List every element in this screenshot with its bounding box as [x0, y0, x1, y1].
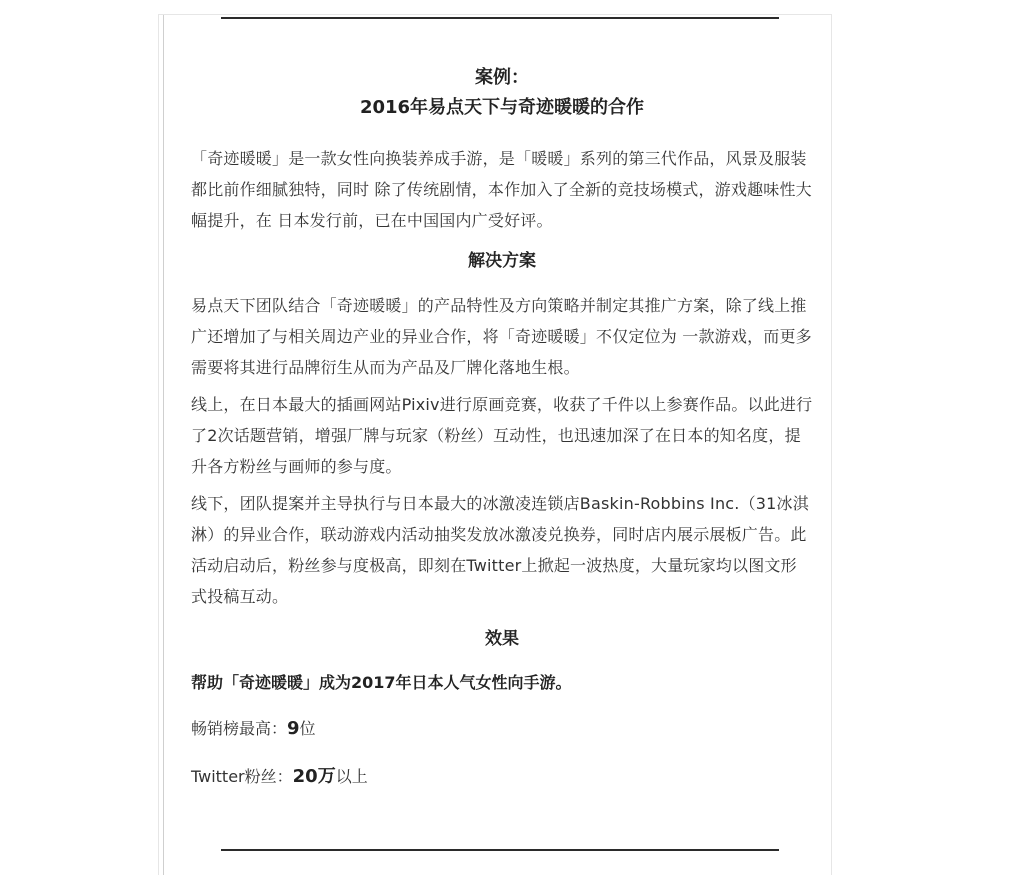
result-heading: 效果 — [485, 629, 519, 649]
twitter-value: 20万 — [292, 766, 336, 787]
solution-paragraph-offline: 线下，团队提案并主导执行与日本最大的冰激凌连锁店Baskin-Robbins Inc.（31冰淇淋）的异业合作，联动游戏内活动抽奖发放冰激凌兑换券，同时店内展示展板广告。此活动启动后，粉丝参与度极高，即刻在Twitter上掀起一波热度，大量玩家均以图文形式投稿互动。 — [191, 494, 809, 606]
left-border-line — [163, 15, 164, 875]
case-title-subject: 2016年易点天下与奇迹暖暖的合作 — [359, 97, 645, 118]
article-content — [191, 63, 813, 790]
ranking-label: 畅销榜最高： — [191, 719, 288, 738]
ranking-value: 9 — [287, 718, 300, 739]
article-page — [158, 14, 832, 875]
result-summary: 帮助「奇迹暖暖」成为2017年日本人气女性向手游。 — [191, 673, 572, 692]
solution-paragraph-strategy: 易点天下团队结合「奇迹暖暖」的产品特性及方向策略并制定其推广方案，除了线上推广还增加了与相关周边产业的异业合作，将「奇迹暖暖」不仅定位为 一款游戏，而更多需要将其进行品牌衍生从而为产品及厂牌化落地生根。 — [191, 296, 812, 377]
ranking-stat — [191, 716, 813, 742]
solution-paragraph-online: 线上，在日本最大的插画网站Pixiv进行原画竞赛，收获了千件以上参赛作品。以此进行了2次话题营销，增强厂牌与玩家（粉丝）互动性，也迅速加深了在日本的知名度，提升各方粉丝与画师的参与度。 — [191, 395, 813, 476]
twitter-stat — [191, 764, 813, 790]
twitter-label: Twitter粉丝： — [191, 767, 293, 786]
solution-heading: 解决方案 — [468, 251, 536, 271]
top-divider — [221, 17, 779, 19]
intro-paragraph: 「奇迹暖暖」是一款女性向换装养成手游，是「暖暖」系列的第三代作品，风景及服装都比前作细腻独特，同时 除了传统剧情，本作加入了全新的竞技场模式，游戏趣味性大幅提升，在 日本发行前，已在中国国内广受好评。 — [191, 149, 812, 230]
case-title-label: 案例： — [475, 67, 529, 88]
case-title — [191, 63, 813, 123]
twitter-unit: 以上 — [335, 767, 368, 786]
bottom-divider — [221, 849, 779, 851]
ranking-unit: 位 — [299, 719, 316, 738]
